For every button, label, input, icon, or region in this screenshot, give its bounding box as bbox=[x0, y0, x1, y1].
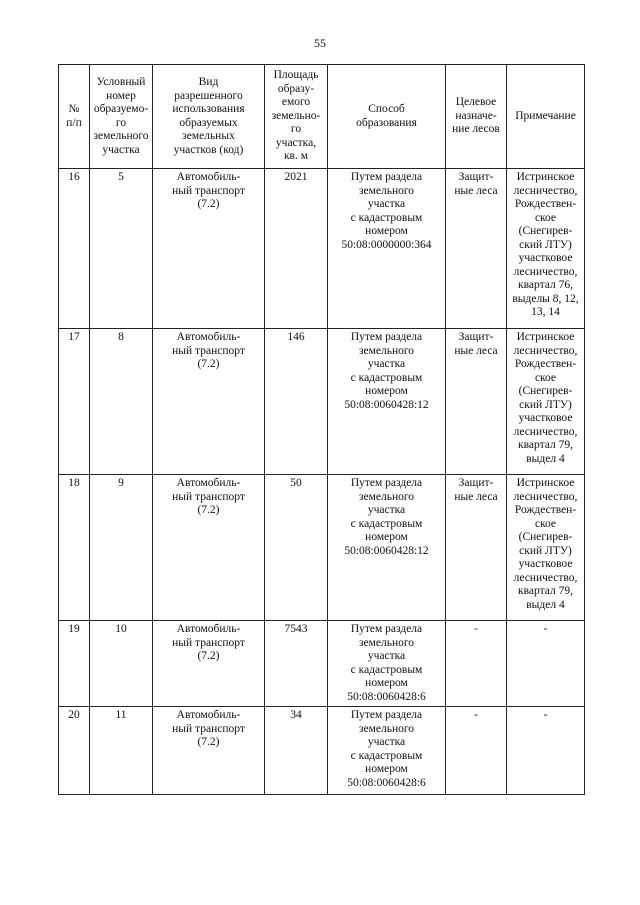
cell-area: 50 bbox=[265, 475, 328, 621]
table-header-row bbox=[59, 65, 585, 169]
land-plots-table bbox=[58, 64, 585, 795]
cell-area: 2021 bbox=[265, 169, 328, 329]
cell-formation-method: Путем раздела земельного участка с кадастровым номером 50:08:0060428:6 bbox=[328, 621, 446, 707]
cell-note: Истринское лесничество, Рождествен- ское (Снегирев- ский ЛТУ) участковое лесничество, квартал 79, выдел 4 bbox=[507, 329, 585, 475]
cell-permitted-use: Автомобиль- ный транспорт (7.2) bbox=[153, 169, 265, 329]
cell-conditional-number: 10 bbox=[90, 621, 153, 707]
cell-note: - bbox=[507, 621, 585, 707]
cell-number: 19 bbox=[59, 621, 90, 707]
cell-note: Истринское лесничество, Рождествен- ское (Снегирев- ский ЛТУ) участковое лесничество, квартал 79, выдел 4 bbox=[507, 475, 585, 621]
cell-formation-method: Путем раздела земельного участка с кадастровым номером 50:08:0000000:364 bbox=[328, 169, 446, 329]
cell-forest-purpose: - bbox=[446, 621, 507, 707]
page-number: 55 bbox=[314, 36, 326, 50]
cell-number: 20 bbox=[59, 707, 90, 795]
table-row bbox=[59, 329, 585, 475]
header-area: Площадь образу- емого земельно- го участка, кв. м bbox=[265, 65, 328, 169]
cell-note: Истринское лесничество, Рождествен- ское (Снегирев- ский ЛТУ) участковое лесничество, квартал 76, выделы 8, 12, 13, 14 bbox=[507, 169, 585, 329]
cell-permitted-use: Автомобиль- ный транспорт (7.2) bbox=[153, 707, 265, 795]
table-row bbox=[59, 169, 585, 329]
cell-area: 7543 bbox=[265, 621, 328, 707]
table-row bbox=[59, 475, 585, 621]
cell-conditional-number: 9 bbox=[90, 475, 153, 621]
header-forest-purpose: Целевое назначе- ние лесов bbox=[446, 65, 507, 169]
table-row bbox=[59, 707, 585, 795]
cell-number: 16 bbox=[59, 169, 90, 329]
cell-formation-method: Путем раздела земельного участка с кадастровым номером 50:08:0060428:12 bbox=[328, 475, 446, 621]
cell-conditional-number: 5 bbox=[90, 169, 153, 329]
cell-number: 17 bbox=[59, 329, 90, 475]
cell-formation-method: Путем раздела земельного участка с кадастровым номером 50:08:0060428:6 bbox=[328, 707, 446, 795]
header-note: Примечание bbox=[507, 65, 585, 169]
cell-formation-method: Путем раздела земельного участка с кадастровым номером 50:08:0060428:12 bbox=[328, 329, 446, 475]
cell-forest-purpose: Защит- ные леса bbox=[446, 169, 507, 329]
cell-number: 18 bbox=[59, 475, 90, 621]
cell-permitted-use: Автомобиль- ный транспорт (7.2) bbox=[153, 475, 265, 621]
table-row bbox=[59, 621, 585, 707]
cell-forest-purpose: Защит- ные леса bbox=[446, 475, 507, 621]
header-formation-method: Способ образования bbox=[328, 65, 446, 169]
header-number: № п/п bbox=[59, 65, 90, 169]
cell-conditional-number: 11 bbox=[90, 707, 153, 795]
cell-note: - bbox=[507, 707, 585, 795]
header-conditional-number: Условный номер образуемо- го земельного участка bbox=[90, 65, 153, 169]
header-permitted-use: Вид разрешенного использования образуемых земельных участков (код) bbox=[153, 65, 265, 169]
cell-permitted-use: Автомобиль- ный транспорт (7.2) bbox=[153, 621, 265, 707]
cell-forest-purpose: - bbox=[446, 707, 507, 795]
cell-permitted-use: Автомобиль- ный транспорт (7.2) bbox=[153, 329, 265, 475]
cell-area: 34 bbox=[265, 707, 328, 795]
cell-forest-purpose: Защит- ные леса bbox=[446, 329, 507, 475]
cell-conditional-number: 8 bbox=[90, 329, 153, 475]
cell-area: 146 bbox=[265, 329, 328, 475]
